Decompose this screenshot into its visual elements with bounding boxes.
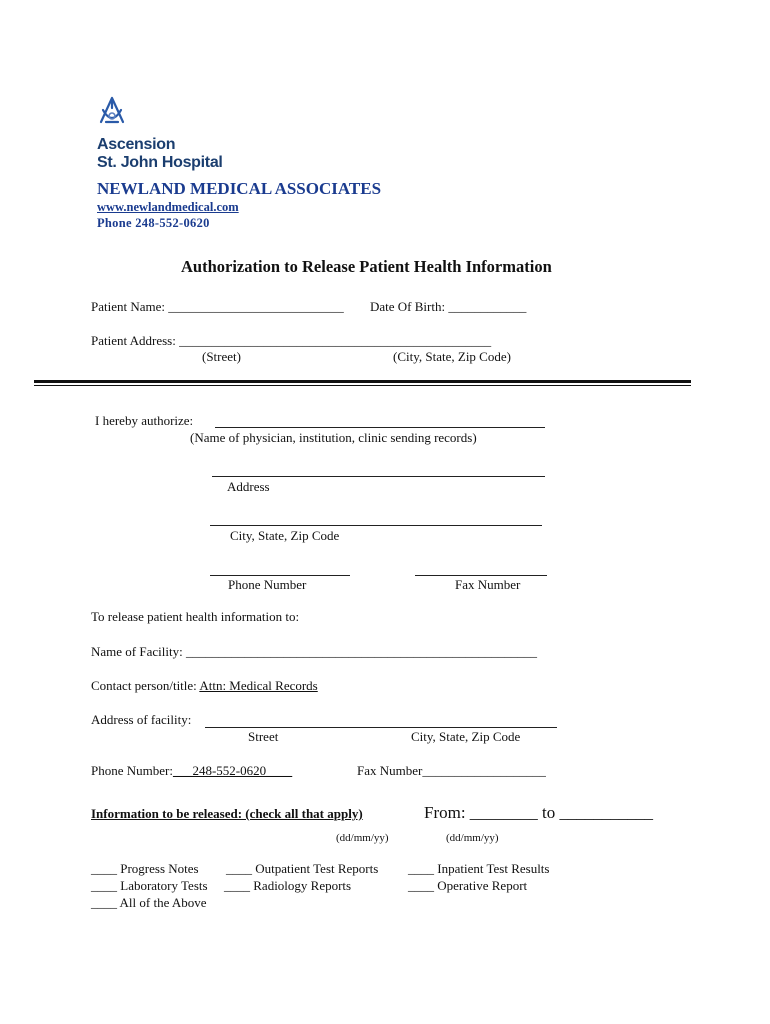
sender-name-line[interactable] <box>215 427 545 428</box>
sender-phone-caption: Phone Number <box>228 577 307 592</box>
page-title: Authorization to Release Patient Health Information <box>181 257 552 276</box>
facility-address-line[interactable] <box>205 727 557 728</box>
facility-fax-field[interactable]: Fax Number___________________ <box>357 763 546 778</box>
header-phone: Phone 248-552-0620 <box>97 216 210 230</box>
ascension-logo-icon <box>97 96 127 128</box>
sender-fax-line[interactable] <box>415 575 547 576</box>
contact-person-value: Attn: Medical Records <box>199 678 318 693</box>
option-operative-report[interactable]: ____ Operative Report <box>408 878 528 893</box>
facility-name-field[interactable]: Name of Facility: ______________________________________________________ <box>91 644 537 659</box>
patient-address-field[interactable]: Patient Address: ________________________________________________ <box>91 333 492 348</box>
org-name: NEWLAND MEDICAL ASSOCIATES <box>97 179 382 198</box>
option-inpatient-test-results[interactable]: ____ Inpatient Test Results <box>408 861 550 876</box>
option-outpatient-test-reports[interactable]: ____ Outpatient Test Reports <box>226 861 379 876</box>
divider-thick <box>34 380 691 383</box>
sender-city-line[interactable] <box>210 525 542 526</box>
facility-address-label: Address of facility: <box>91 712 192 727</box>
logo-name-line1: Ascension <box>97 136 176 153</box>
facility-phone-field[interactable] <box>91 763 292 779</box>
sender-address-caption: Address <box>227 479 270 494</box>
patient-city-caption: (City, State, Zip Code) <box>393 349 511 364</box>
divider-thin <box>34 385 691 386</box>
option-laboratory-tests[interactable]: ____ Laboratory Tests <box>91 878 208 893</box>
sender-address-line[interactable] <box>212 476 545 477</box>
option-progress-notes[interactable]: ____ Progress Notes <box>91 861 199 876</box>
sender-phone-line[interactable] <box>210 575 350 576</box>
date-range-field[interactable]: From: ________ to ___________ <box>424 803 654 822</box>
release-intro: To release patient health information to: <box>91 609 300 624</box>
sender-city-caption: City, State, Zip Code <box>230 528 340 543</box>
facility-street-caption: Street <box>248 729 279 744</box>
information-heading: Information to be released: (check all that apply) <box>91 806 363 821</box>
date-format-from: (dd/mm/yy) <box>336 832 389 844</box>
date-format-to: (dd/mm/yy) <box>446 832 499 844</box>
authorize-label: I hereby authorize: <box>95 413 194 428</box>
facility-city-caption: City, State, Zip Code <box>411 729 521 744</box>
logo-name-line2: St. John Hospital <box>97 154 223 171</box>
contact-person-field[interactable] <box>91 678 318 694</box>
sender-name-caption: (Name of physician, institution, clinic sending records) <box>190 430 477 445</box>
website-link[interactable]: www.newlandmedical.com <box>97 200 239 214</box>
facility-phone-value: ___248-552-0620____ <box>172 763 293 778</box>
option-all-of-the-above[interactable]: ____ All of the Above <box>91 895 207 910</box>
patient-street-caption: (Street) <box>202 349 241 364</box>
date-of-birth-field[interactable]: Date Of Birth: ____________ <box>370 299 527 314</box>
patient-name-field[interactable]: Patient Name: ___________________________ <box>91 299 344 314</box>
sender-fax-caption: Fax Number <box>455 577 521 592</box>
contact-person-label: Contact person/title: <box>91 678 200 693</box>
option-radiology-reports[interactable]: ____ Radiology Reports <box>224 878 352 893</box>
facility-phone-label: Phone Number: <box>91 763 173 778</box>
